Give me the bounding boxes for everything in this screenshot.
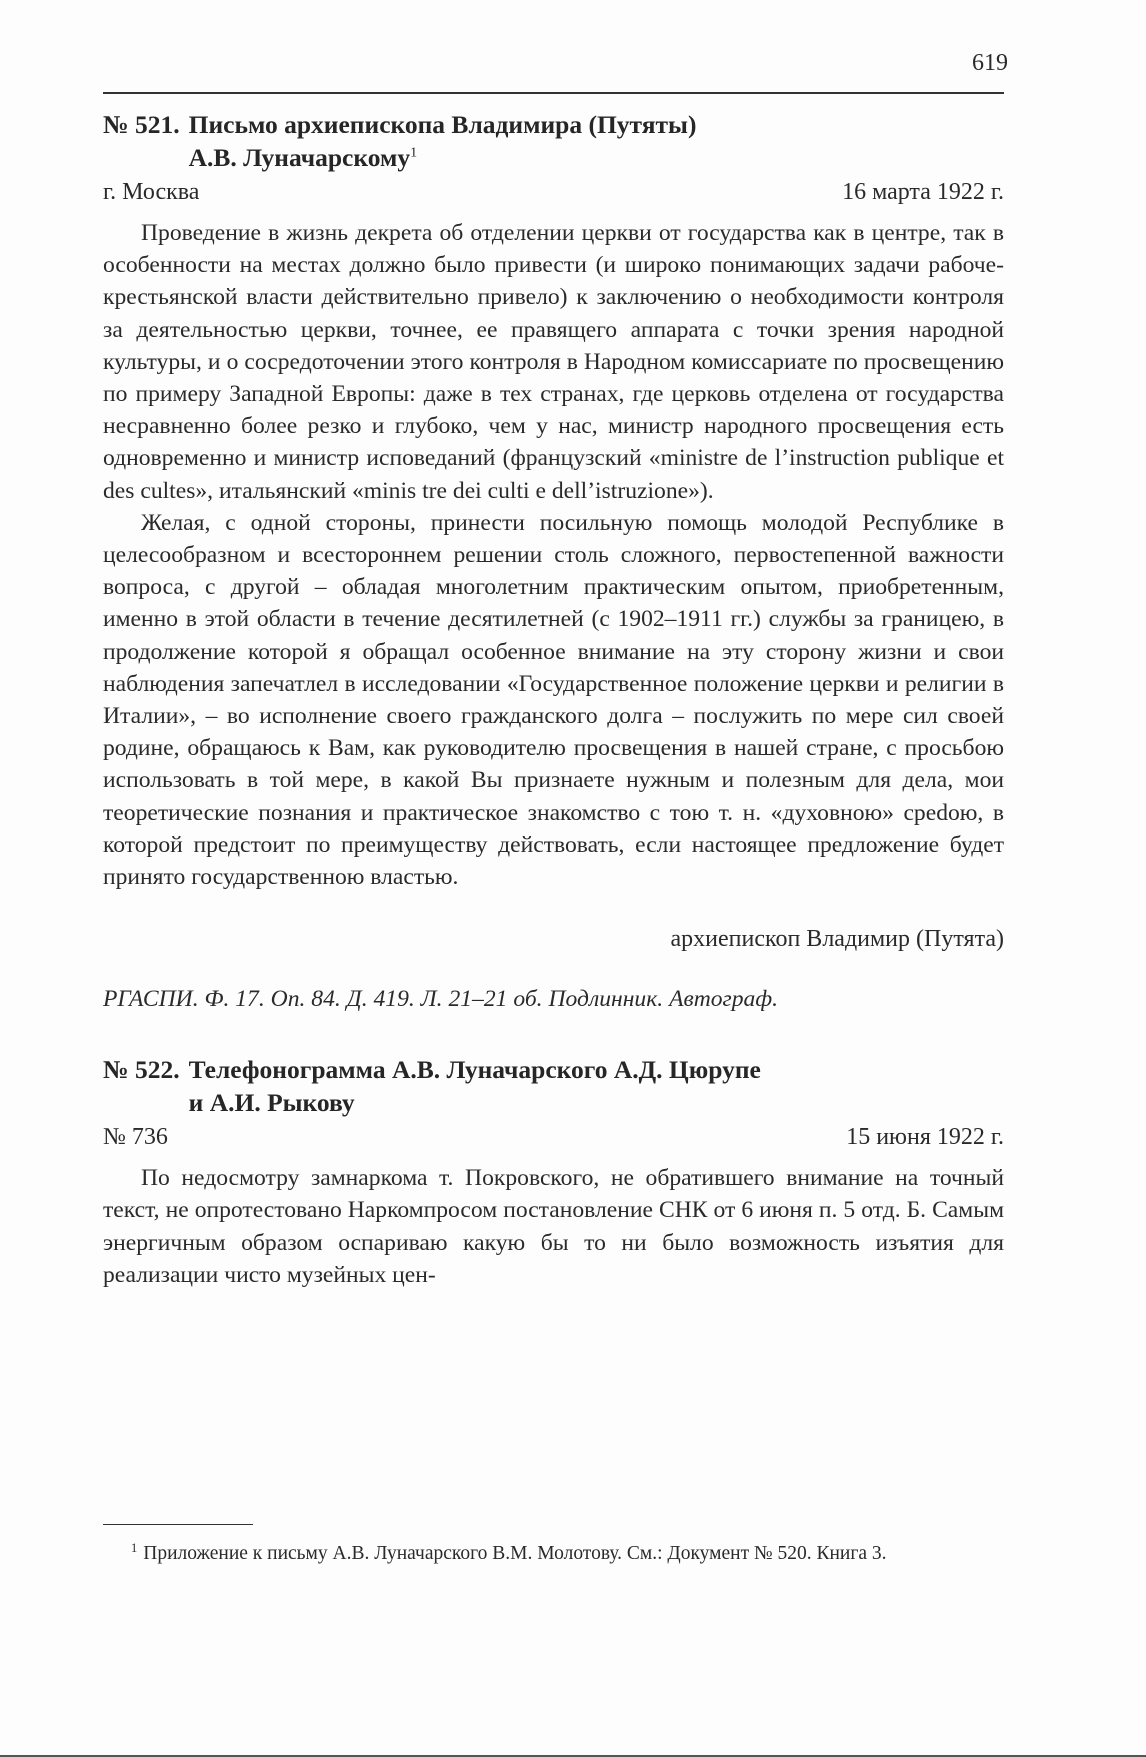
document-522-date: 15 июня 1922 г. (846, 1124, 1004, 1151)
document-521-date: 16 марта 1922 г. (842, 179, 1004, 205)
document-521 (103, 108, 1004, 1015)
document-521-body (103, 217, 1004, 893)
document-522-meta (103, 1121, 1004, 1153)
paragraph: Проведение в жизнь декрета об отделении церкви от государства как в центре, так в особенности на местах должно было привести (и широко понимающих задачи рабоче-крестьянской власти действительно привело) к заключению о необходимости контроля за деятельностью церкви, точнее, ее правящего аппарата с точки зрения народной культуры, и о сосредоточении этого контроля в Народном комиссариате по просвещению по примеру Западной Европы: даже в тех странах, где церковь отделена от государства несравненно более резко и глубоко, чем у нас, министр народного просвещения есть одновременно и министр исповеданий (французский «ministre de l’instruction publique et des cultes», итальянский «minis tre dei culti e dell’istruzione»). (103, 220, 1004, 504)
footnote-mark: 1 (131, 1540, 138, 1555)
document-521-title-line2: А.В. Луначарскому (188, 143, 411, 172)
page-content (103, 108, 1004, 1291)
document-521-meta (103, 176, 1004, 208)
document-521-place: г. Москва (103, 179, 200, 205)
document-522-title-line2: и А.И. Рыкову (188, 1088, 355, 1118)
footnote-text: Приложение к письму А.В. Луначарского В.М. Молотову. См.: Документ № 520. Книга 3. (143, 1543, 887, 1564)
footnote-reference-link[interactable]: 1 (410, 145, 418, 161)
document-521-title-line1: Письмо архиепископа Владимира (Путяты) (188, 110, 697, 139)
paragraph: По недосмотру замнаркома т. Покровского, не обратившего внимание на точный текст, не опротестовано Наркомпросом постановление СНК от 6 июня п. 5 отд. Б. Самым энергичным образом оспариваю какую бы то ни было возможность изъятия для реализации чисто музейных цен- (103, 1165, 1004, 1288)
footnote (103, 1540, 1004, 1568)
document-521-number: № 521. (103, 110, 180, 139)
document-521-title (189, 108, 1004, 174)
document-522 (103, 1053, 1004, 1291)
document-522-number: № 522. (103, 1055, 180, 1085)
document-521-signature: архиепископ Владимир (Путята) (670, 926, 1004, 953)
document-522-title (189, 1053, 1004, 1119)
footnote-rule (103, 1524, 253, 1525)
document-521-title-line2-wrap (189, 141, 1004, 174)
paragraph: Желая, с одной стороны, принести посильную помощь молодой Республике в целесообразном и всестороннем решении столь сложного, первостепенной важности вопроса, с другой – обладая многолетним практическим опытом, приобретенным, именно в этой области в течение десятилетней (с 1902–1911 гг.) службы за границею, в продолжение которой я обращал особенное внимание на эту сторону жизни и свои наблюдения запечатлел в исследовании «Государственное положение церкви и религии в Италии», – во исполнение своего гражданского долга – послужить по мере сил своей родине, обращаюсь к Вам, как руководителю просвещения в нашей стране, с просьбою использовать в той мере, в какой Вы признаете нужным и полезным для дела, мои теоретические познания и практическое знакомство с тою т. н. «духовною» среdою, в которой предстоит по преимуществу действовать, если настоящее предложение будет принято государственною властью. (103, 509, 1004, 891)
header-rule (103, 92, 1004, 94)
document-521-archive-reference: РГАСПИ. Ф. 17. Оп. 84. Д. 419. Л. 21–21 об. Подлинник. Автограф. (103, 986, 779, 1013)
document-522-body (103, 1162, 1004, 1291)
document-522-ref-number: № 736 (103, 1124, 168, 1151)
document-521-heading (103, 108, 1004, 174)
page-number: 619 (972, 50, 1008, 76)
document-522-heading (103, 1053, 1004, 1119)
document-522-title-line1: Телефонограмма А.В. Луначарского А.Д. Цюрупе (188, 1055, 761, 1085)
